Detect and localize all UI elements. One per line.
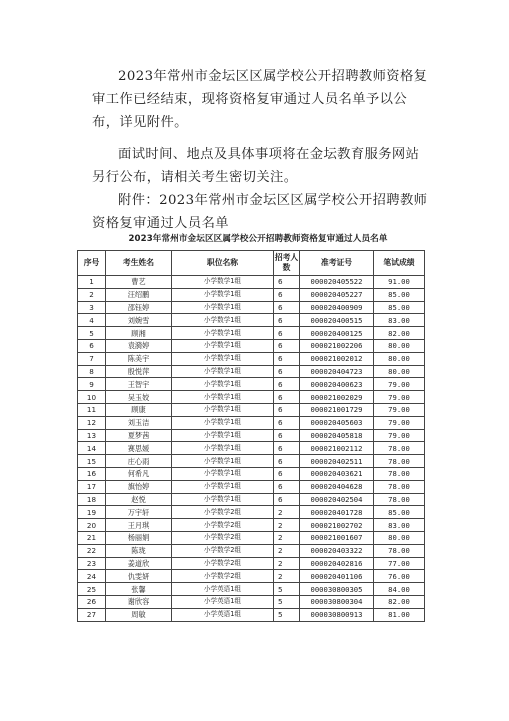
cell-seq: 25 (78, 583, 106, 596)
cell-position: 小学数学1组 (172, 339, 274, 352)
header-position: 职位名称 (172, 251, 274, 276)
cell-score: 80.00 (374, 339, 425, 352)
cell-ticket: 000020401728 (300, 506, 374, 519)
cell-score: 79.00 (374, 403, 425, 416)
cell-ticket: 000020405522 (300, 276, 374, 289)
cell-seq: 9 (78, 378, 106, 391)
cell-ticket: 000021002702 (300, 519, 374, 532)
cell-score: 82.00 (374, 595, 425, 608)
header-score: 笔试成绩 (374, 251, 425, 276)
cell-name: 王月琪 (106, 519, 172, 532)
cell-position: 小学数学1组 (172, 493, 274, 506)
table-row (78, 365, 425, 378)
cell-position: 小学数学1组 (172, 455, 274, 468)
table-row (78, 327, 425, 340)
table-row (78, 429, 425, 442)
table-row (78, 480, 425, 493)
cell-name: 万宇轩 (106, 506, 172, 519)
cell-seq: 1 (78, 276, 106, 289)
cell-count: 5 (274, 608, 300, 621)
qualified-candidates-table (77, 250, 425, 622)
cell-position: 小学英语1组 (172, 595, 274, 608)
table-row (78, 506, 425, 519)
cell-ticket: 000021002029 (300, 391, 374, 404)
header-seq: 序号 (78, 251, 106, 276)
header-name: 考生姓名 (106, 251, 172, 276)
cell-seq: 24 (78, 570, 106, 583)
notice-paragraph-announcement: 2023年常州市金坛区区属学校公开招聘教师资格复审工作已经结束，现将资格复审通过人员名单予以公布，详见附件。 (92, 69, 428, 130)
cell-score: 78.00 (374, 480, 425, 493)
cell-score: 78.00 (374, 455, 425, 468)
cell-ticket: 000020405818 (300, 429, 374, 442)
cell-score: 76.00 (374, 570, 425, 583)
table-row (78, 378, 425, 391)
cell-name: 何希凡 (106, 467, 172, 480)
cell-ticket: 000020405227 (300, 288, 374, 301)
cell-seq: 6 (78, 339, 106, 352)
cell-name: 姜道欣 (106, 557, 172, 570)
cell-position: 小学数学2组 (172, 557, 274, 570)
cell-name: 曹艺 (106, 276, 172, 289)
cell-position: 小学数学1组 (172, 416, 274, 429)
table-row (78, 583, 425, 596)
cell-count: 2 (274, 531, 300, 544)
cell-name: 张馨 (106, 583, 172, 596)
table-title: 2023年常州市金坛区区属学校公开招聘教师资格复审通过人员名单 (128, 234, 388, 244)
table-row (78, 519, 425, 532)
cell-position: 小学数学1组 (172, 378, 274, 391)
cell-ticket: 000021001729 (300, 403, 374, 416)
cell-score: 78.00 (374, 544, 425, 557)
cell-position: 小学数学1组 (172, 301, 274, 314)
cell-seq: 22 (78, 544, 106, 557)
table-row (78, 301, 425, 314)
cell-count: 6 (274, 314, 300, 327)
cell-ticket: 000030800305 (300, 583, 374, 596)
cell-score: 83.00 (374, 519, 425, 532)
table-row (78, 595, 425, 608)
cell-count: 6 (274, 480, 300, 493)
cell-ticket: 000020400623 (300, 378, 374, 391)
cell-name: 邵钰婷 (106, 301, 172, 314)
cell-score: 85.00 (374, 506, 425, 519)
table-body (78, 276, 425, 622)
cell-name: 仇雯妍 (106, 570, 172, 583)
table-row (78, 352, 425, 365)
cell-ticket: 000030800913 (300, 608, 374, 621)
cell-name: 汪绍鹏 (106, 288, 172, 301)
cell-count: 2 (274, 544, 300, 557)
cell-ticket: 000020403621 (300, 467, 374, 480)
table-row (78, 314, 425, 327)
cell-position: 小学数学2组 (172, 519, 274, 532)
cell-ticket: 000020401106 (300, 570, 374, 583)
cell-ticket: 000021002012 (300, 352, 374, 365)
cell-count: 5 (274, 583, 300, 596)
table-row (78, 276, 425, 289)
cell-count: 6 (274, 339, 300, 352)
cell-name: 谢欣容 (106, 595, 172, 608)
cell-seq: 10 (78, 391, 106, 404)
cell-seq: 17 (78, 480, 106, 493)
cell-position: 小学数学1组 (172, 391, 274, 404)
cell-score: 79.00 (374, 416, 425, 429)
cell-score: 80.00 (374, 365, 425, 378)
cell-position: 小学数学1组 (172, 288, 274, 301)
cell-ticket: 000020405603 (300, 416, 374, 429)
notice-paragraph-attachment: 附件：2023年常州市金坛区区属学校公开招聘教师资格复审通过人员名单 (92, 193, 428, 231)
cell-name: 袁漪婷 (106, 339, 172, 352)
cell-ticket: 000020402504 (300, 493, 374, 506)
cell-seq: 26 (78, 595, 106, 608)
cell-score: 85.00 (374, 301, 425, 314)
cell-score: 85.00 (374, 288, 425, 301)
cell-name: 刘婉雪 (106, 314, 172, 327)
cell-count: 5 (274, 595, 300, 608)
cell-position: 小学数学1组 (172, 352, 274, 365)
table-row (78, 442, 425, 455)
cell-name: 陈珑 (106, 544, 172, 557)
cell-seq: 4 (78, 314, 106, 327)
cell-count: 6 (274, 455, 300, 468)
table-row (78, 455, 425, 468)
cell-name: 庄心雨 (106, 455, 172, 468)
cell-position: 小学数学1组 (172, 365, 274, 378)
table-row (78, 339, 425, 352)
cell-ticket: 000021002112 (300, 442, 374, 455)
cell-ticket: 000020404723 (300, 365, 374, 378)
cell-position: 小学数学1组 (172, 467, 274, 480)
cell-position: 小学数学1组 (172, 327, 274, 340)
cell-score: 80.00 (374, 531, 425, 544)
cell-name: 刘玉洁 (106, 416, 172, 429)
cell-count: 6 (274, 403, 300, 416)
cell-score: 82.00 (374, 327, 425, 340)
cell-score: 78.00 (374, 493, 425, 506)
cell-ticket: 000020402816 (300, 557, 374, 570)
cell-seq: 15 (78, 455, 106, 468)
notice-paragraph-interview: 面试时间、地点及具体事项将在金坛教育服务网站另行公布，请相关考生密切关注。 (92, 147, 420, 185)
cell-score: 78.00 (374, 442, 425, 455)
cell-name: 周敏 (106, 608, 172, 621)
cell-seq: 14 (78, 442, 106, 455)
cell-name: 顾康 (106, 403, 172, 416)
cell-seq: 8 (78, 365, 106, 378)
cell-score: 83.00 (374, 314, 425, 327)
cell-count: 6 (274, 352, 300, 365)
cell-seq: 16 (78, 467, 106, 480)
cell-count: 6 (274, 493, 300, 506)
cell-position: 小学数学1组 (172, 429, 274, 442)
cell-seq: 21 (78, 531, 106, 544)
cell-name: 殷悦萍 (106, 365, 172, 378)
cell-count: 2 (274, 519, 300, 532)
cell-count: 2 (274, 506, 300, 519)
cell-ticket: 000020404628 (300, 480, 374, 493)
cell-count: 6 (274, 391, 300, 404)
cell-position: 小学数学2组 (172, 544, 274, 557)
cell-ticket: 000020402511 (300, 455, 374, 468)
cell-ticket: 000020400125 (300, 327, 374, 340)
cell-count: 6 (274, 378, 300, 391)
cell-count: 6 (274, 301, 300, 314)
cell-count: 2 (274, 570, 300, 583)
cell-name: 赵悦 (106, 493, 172, 506)
cell-count: 6 (274, 365, 300, 378)
cell-score: 78.00 (374, 467, 425, 480)
cell-seq: 23 (78, 557, 106, 570)
cell-ticket: 000021002206 (300, 339, 374, 352)
cell-score: 81.00 (374, 608, 425, 621)
cell-ticket: 000020403322 (300, 544, 374, 557)
cell-position: 小学数学1组 (172, 403, 274, 416)
cell-name: 顾湘 (106, 327, 172, 340)
cell-seq: 13 (78, 429, 106, 442)
table-row (78, 391, 425, 404)
cell-count: 2 (274, 557, 300, 570)
cell-position: 小学数学1组 (172, 442, 274, 455)
cell-score: 79.00 (374, 429, 425, 442)
cell-name: 陈美宇 (106, 352, 172, 365)
cell-seq: 12 (78, 416, 106, 429)
table-row (78, 608, 425, 621)
cell-position: 小学英语1组 (172, 608, 274, 621)
cell-position: 小学数学1组 (172, 314, 274, 327)
table-row (78, 531, 425, 544)
cell-name: 杨丽娟 (106, 531, 172, 544)
header-count: 招考人数 (274, 251, 300, 276)
cell-ticket: 000020400909 (300, 301, 374, 314)
cell-name: 吴玉姣 (106, 391, 172, 404)
table-row (78, 493, 425, 506)
cell-seq: 7 (78, 352, 106, 365)
cell-ticket: 000021001607 (300, 531, 374, 544)
cell-seq: 11 (78, 403, 106, 416)
table-row (78, 403, 425, 416)
table-row (78, 570, 425, 583)
cell-count: 6 (274, 442, 300, 455)
cell-position: 小学数学2组 (172, 531, 274, 544)
table-row (78, 557, 425, 570)
table-header-row (78, 251, 425, 276)
cell-count: 6 (274, 276, 300, 289)
cell-score: 80.00 (374, 352, 425, 365)
table-row (78, 288, 425, 301)
cell-ticket: 000020400515 (300, 314, 374, 327)
cell-name: 王智宇 (106, 378, 172, 391)
cell-count: 6 (274, 327, 300, 340)
cell-position: 小学数学2组 (172, 506, 274, 519)
cell-score: 79.00 (374, 391, 425, 404)
table-row (78, 544, 425, 557)
table-row (78, 416, 425, 429)
header-ticket: 准考证号 (300, 251, 374, 276)
cell-position: 小学数学2组 (172, 570, 274, 583)
cell-seq: 5 (78, 327, 106, 340)
cell-seq: 3 (78, 301, 106, 314)
cell-name: 旗怡婷 (106, 480, 172, 493)
cell-name: 夏梦茜 (106, 429, 172, 442)
cell-count: 6 (274, 467, 300, 480)
cell-position: 小学英语1组 (172, 583, 274, 596)
cell-seq: 18 (78, 493, 106, 506)
cell-score: 84.00 (374, 583, 425, 596)
cell-position: 小学数学1组 (172, 276, 274, 289)
cell-score: 79.00 (374, 378, 425, 391)
cell-score: 77.00 (374, 557, 425, 570)
cell-name: 赛思媛 (106, 442, 172, 455)
cell-seq: 20 (78, 519, 106, 532)
cell-seq: 2 (78, 288, 106, 301)
cell-count: 6 (274, 416, 300, 429)
cell-seq: 27 (78, 608, 106, 621)
cell-count: 6 (274, 288, 300, 301)
cell-position: 小学数学1组 (172, 480, 274, 493)
cell-ticket: 000030800304 (300, 595, 374, 608)
table-row (78, 467, 425, 480)
cell-score: 91.00 (374, 276, 425, 289)
cell-seq: 19 (78, 506, 106, 519)
cell-count: 6 (274, 429, 300, 442)
